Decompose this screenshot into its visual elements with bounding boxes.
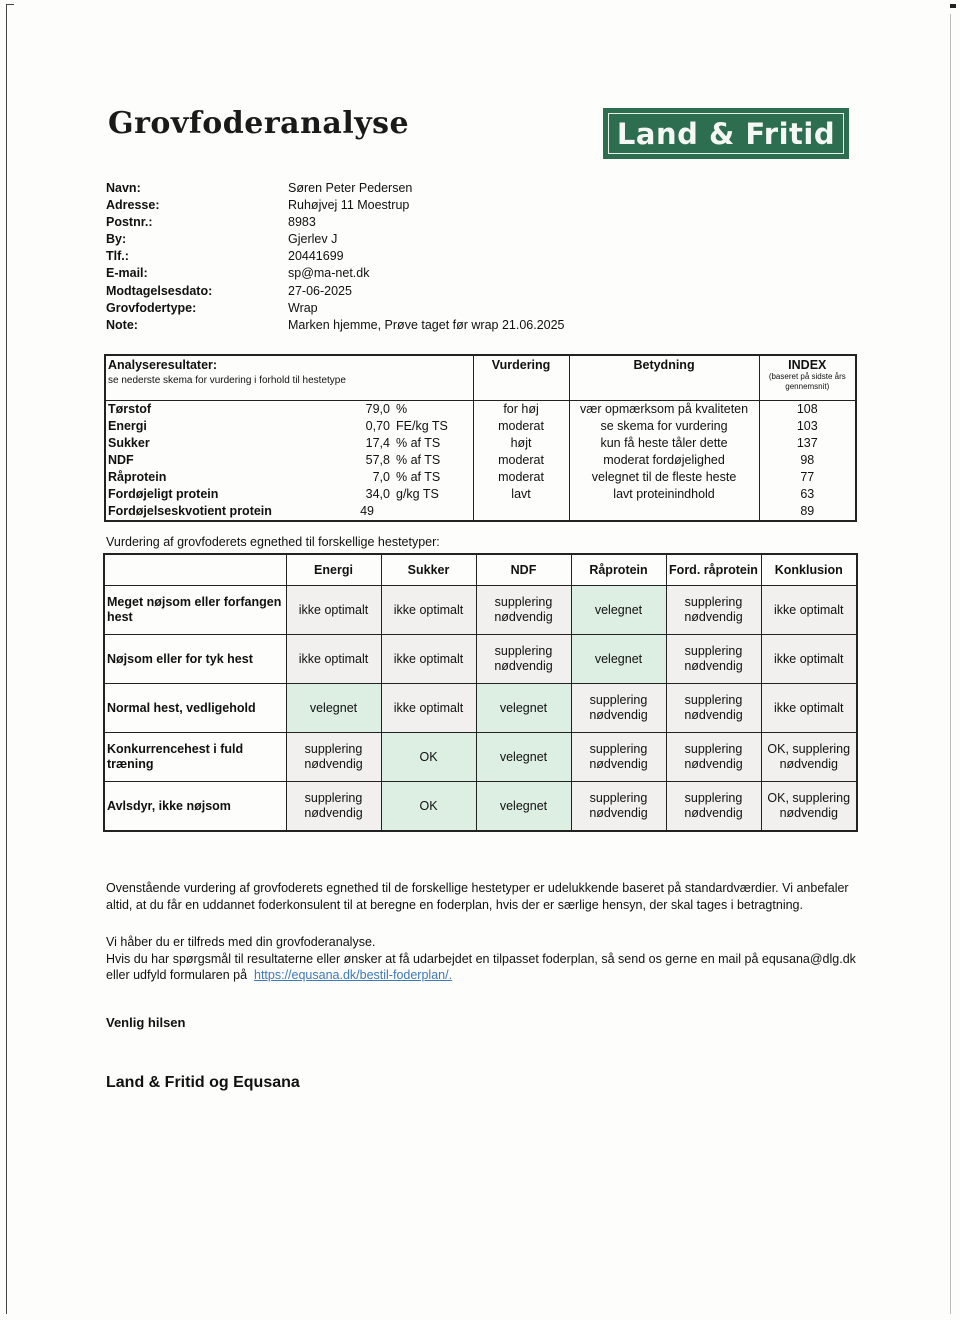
param-index: 77 [759,469,856,486]
info-value: Søren Peter Pedersen [288,181,413,195]
param-vurdering: moderat [473,418,569,435]
suitability-row [104,684,857,733]
param-unit [394,503,473,521]
horse-type: Normal hest, vedligehold [104,684,286,733]
param-unit: FE/kg TS [396,419,448,433]
param-value: 79,0 [365,402,390,416]
rating-cell: supplering nødvendig [666,684,761,733]
scan-mark [950,4,956,8]
contact-line: Hvis du har spørgsmål til resultaterne eller ønsker at få udarbejdet en tilpasset foderplan, så send os gerne en mail på equsana@dlg.dk eller udfyld formularen på [106,951,856,982]
info-row-postal [106,214,565,231]
info-label: Postnr.: [106,215,153,230]
info-value: Wrap [288,300,318,315]
rating-cell: supplering nødvendig [666,733,761,782]
suitability-caption: Vurdering af grovfoderets egnethed til forskellige hestetyper: [106,535,440,549]
col-energi: Energi [286,554,381,586]
param-name: Råprotein [108,470,167,484]
horse-type: Nøjsom eller for tyk hest [104,635,286,684]
col-ford-raaprotein: Ford. råprotein [666,554,761,586]
suitability-table [103,553,858,832]
contact-text [106,951,866,984]
suitability-row [104,782,857,832]
page-title: Grovfoderanalyse [108,106,410,141]
param-betydning: se skema for vurdering [569,418,759,435]
rating-cell: supplering nødvendig [286,782,381,832]
analysis-row [105,486,856,503]
info-label: Grovfodertype: [106,300,197,315]
header-corner [104,554,286,586]
col-konklusion: Konklusion [761,554,857,586]
rating-cell: ikke optimalt [761,635,857,684]
param-value: 17,4 [365,436,390,450]
param-value: 57,8 [365,453,390,467]
rating-cell: OK, supplering nødvendig [761,733,857,782]
param-name: Fordøjeligt protein [108,487,219,501]
param-vurdering [473,503,569,521]
scan-edge-right [950,14,951,1314]
rating-cell: velegnet [286,684,381,733]
suitability-header-row [104,554,857,586]
signature: Land & Fritid og Equsana [106,1074,300,1091]
info-row-name [106,180,565,197]
greeting: Venlig hilsen [106,1015,186,1030]
param-betydning: moderat fordøjelighed [569,452,759,469]
info-row-received-date [106,283,565,300]
col-raaprotein: Råprotein [571,554,666,586]
analysis-row [105,418,856,435]
info-label: Note: [106,317,138,332]
rating-cell: supplering nødvendig [476,635,571,684]
param-unit: g/kg TS [396,487,439,501]
info-value: 20441699 [288,249,344,264]
param-index: 108 [759,401,856,419]
analysis-results-table [104,354,857,522]
analysis-row [105,503,856,521]
param-unit: % [396,402,408,416]
index-note: (baseret på sidste års gennemsnit) [768,372,846,391]
param-index: 63 [759,486,856,503]
info-label: Navn: [106,181,141,195]
suitability-row [104,733,857,782]
col-index [759,355,856,401]
info-label: Adresse: [106,198,160,213]
rating-cell: ikke optimalt [286,635,381,684]
info-value: sp@ma-net.dk [288,266,370,281]
param-betydning: kun få heste tåler dette [569,435,759,452]
logo-text: Land & Fritid [608,113,844,154]
disclaimer-paragraph: Ovenstående vurdering af grovfoderets egnethed til de forskellige hestetyper er udelukkende baseret på standardværdier. Vi anbefaler altid, at du får en uddannet foderkonsulent til at beregne en foderplan, hvis der er særlige hensyn, der skal tages i betragtning. [106,881,849,912]
info-row-phone [106,248,565,265]
info-label: By: [106,232,127,247]
info-row-feed-type [106,300,565,317]
param-index: 98 [759,452,856,469]
param-name: Sukker [108,436,150,450]
horse-type: Konkurrencehest i fuld træning [104,733,286,782]
thanks-line: Vi håber du er tilfreds med din grovfoderanalyse. [106,935,376,949]
rating-cell: velegnet [571,635,666,684]
rating-cell: supplering nødvendig [476,586,571,635]
param-unit: % af TS [396,470,441,484]
param-value: 7,0 [372,470,390,484]
info-value: 27-06-2025 [288,283,352,298]
foderplan-link[interactable]: https://equsana.dk/bestil-foderplan/. [254,968,453,982]
analysis-row [105,469,856,486]
info-row-address [106,197,565,214]
rating-cell: supplering nødvendig [666,782,761,832]
info-value: 8983 [288,215,316,230]
land-fritid-logo [603,108,849,159]
rating-cell: supplering nødvendig [286,733,381,782]
info-value: Marken hjemme, Prøve taget før wrap 21.06.2025 [288,317,565,332]
analysis-subheading: se nederste skema for vurdering i forhold til hestetype [108,375,346,386]
param-name: NDF [108,453,134,467]
analysis-row [105,401,856,419]
rating-cell: OK [381,782,476,832]
param-betydning [569,503,759,521]
rating-cell: supplering nødvendig [666,586,761,635]
analysis-heading-cell [105,355,473,401]
rating-cell: supplering nødvendig [666,635,761,684]
info-row-city [106,231,565,248]
info-row-email [106,265,565,282]
param-name: Tørstof [108,402,152,416]
horse-type: Meget nøjsom eller forfangen hest [104,586,286,635]
rating-cell: velegnet [571,586,666,635]
info-label: Tlf.: [106,249,129,264]
info-value: Ruhøjvej 11 Moestrup [288,198,410,213]
param-index: 137 [759,435,856,452]
param-vurdering: for høj [473,401,569,419]
rating-cell: OK [381,733,476,782]
info-label: E-mail: [106,266,148,281]
param-name: Energi [108,419,147,433]
rating-cell: velegnet [476,733,571,782]
col-ndf: NDF [476,554,571,586]
rating-cell: velegnet [476,684,571,733]
analysis-header-row [105,355,856,401]
rating-cell: supplering nødvendig [571,733,666,782]
rating-cell: ikke optimalt [381,684,476,733]
rating-cell: ikke optimalt [761,684,857,733]
rating-cell: supplering nødvendig [571,684,666,733]
analysis-heading: Analyseresultater: [108,358,218,372]
param-value: 49 [360,504,374,518]
param-vurdering: moderat [473,469,569,486]
param-betydning: vær opmærksom på kvaliteten [569,401,759,419]
scan-edge-top [6,4,14,5]
info-label: Modtagelsesdato: [106,283,213,298]
analysis-row [105,435,856,452]
col-sukker: Sukker [381,554,476,586]
rating-cell: ikke optimalt [381,635,476,684]
rating-cell: velegnet [476,782,571,832]
rating-cell: ikke optimalt [761,586,857,635]
col-vurdering: Vurdering [473,355,569,401]
param-unit: % af TS [396,453,441,467]
rating-cell: supplering nødvendig [571,782,666,832]
param-name: Fordøjelseskvotient protein [108,504,272,518]
param-betydning: velegnet til de fleste heste [569,469,759,486]
rating-cell: ikke optimalt [286,586,381,635]
suitability-row [104,635,857,684]
param-unit: % af TS [396,436,441,450]
param-vurdering: lavt [473,486,569,503]
info-value: Gjerlev J [288,232,338,247]
param-value: 0,70 [365,419,390,433]
param-index: 103 [759,418,856,435]
analysis-row [105,452,856,469]
customer-info [106,180,565,334]
suitability-row [104,586,857,635]
param-betydning: lavt proteinindhold [569,486,759,503]
param-index: 89 [759,503,856,521]
col-betydning: Betydning [569,355,759,401]
param-value: 34,0 [365,487,390,501]
scan-edge-left [6,4,7,1314]
info-row-note [106,317,565,334]
contact-paragraph [106,934,866,984]
horse-type: Avlsdyr, ikke nøjsom [104,782,286,832]
index-title: INDEX [788,358,827,372]
rating-cell: OK, supplering nødvendig [761,782,857,832]
param-vurdering: højt [473,435,569,452]
rating-cell: ikke optimalt [381,586,476,635]
param-vurdering: moderat [473,452,569,469]
